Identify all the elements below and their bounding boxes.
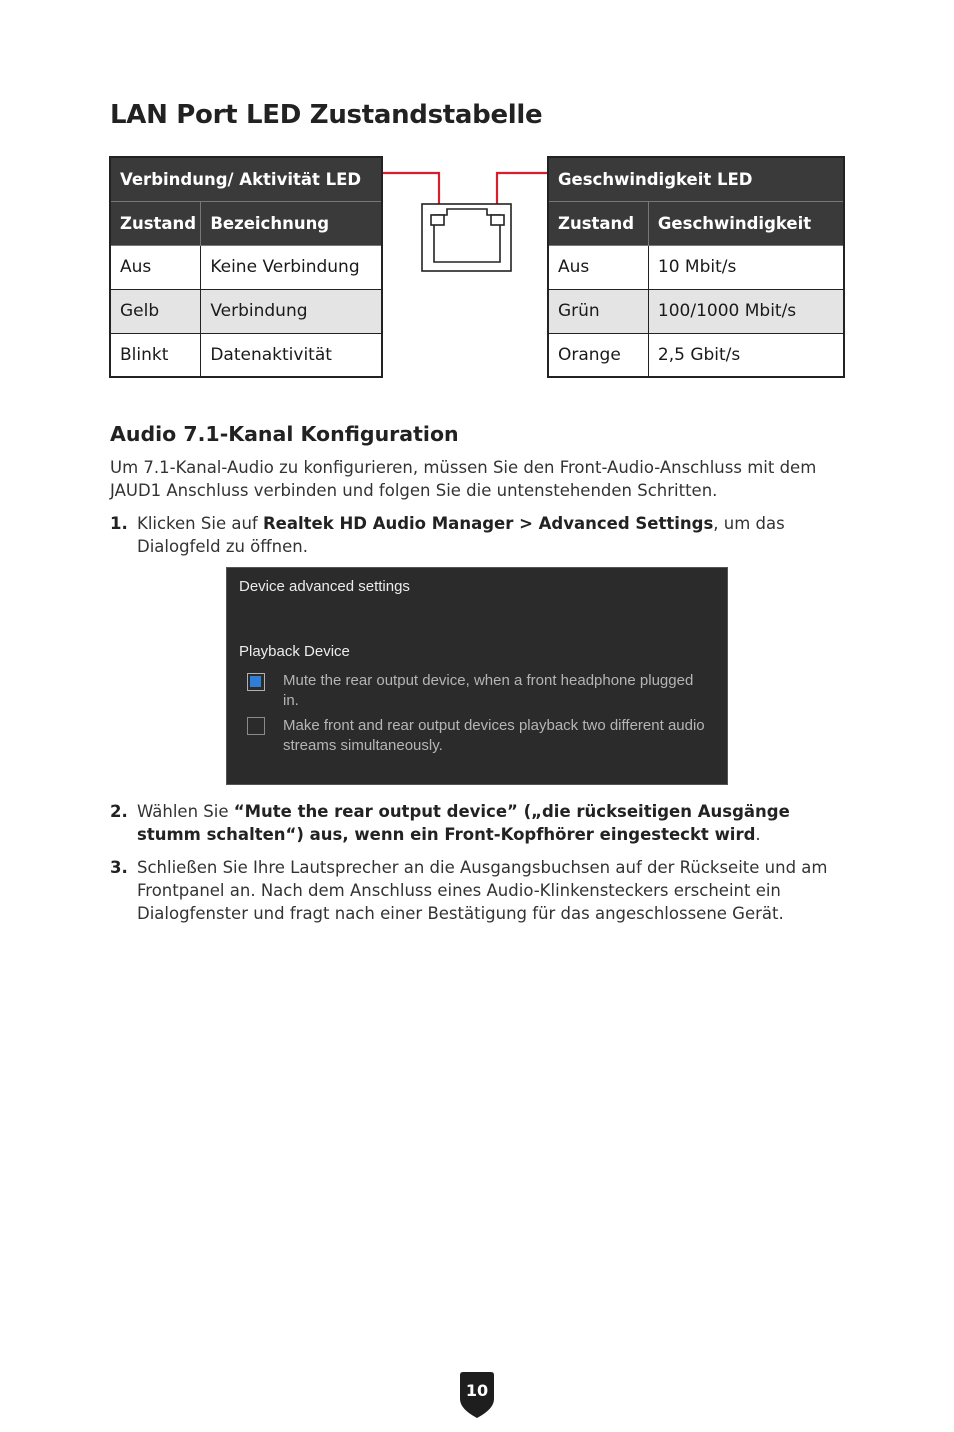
description-cell: Verbindung <box>201 289 382 333</box>
dialog-title: Device advanced settings <box>239 578 410 595</box>
lan-port-icon <box>383 165 547 275</box>
step-number: 3. <box>110 858 128 877</box>
device-advanced-settings-dialog <box>226 567 728 785</box>
dual-stream-checkbox[interactable] <box>247 717 265 735</box>
step-text: Wählen Sie <box>137 802 234 821</box>
table-row <box>110 245 382 289</box>
column-header-speed: Geschwindigkeit <box>648 201 844 245</box>
table-row <box>548 245 844 289</box>
step-emphasis: Realtek HD Audio Manager > Advanced Settings <box>262 514 714 533</box>
step-text: . <box>755 825 761 844</box>
step-text: Klicken Sie auf <box>137 514 263 533</box>
step-1 <box>110 512 850 558</box>
state-cell: Orange <box>548 333 648 377</box>
step-number: 1. <box>110 514 128 533</box>
dialog-section-label: Playback Device <box>239 643 350 660</box>
step-text: Schließen Sie Ihre Lautsprecher an die Ausgangsbuchsen auf der Rückseite und am Frontpanel an. Nach dem Anschluss eines Audio-Klinkensteckers erscheint ein Dialogfenster und fragt nach einer Bestätigung für das angeschlossene Gerät. <box>137 858 828 923</box>
speed-cell: 2,5 Gbit/s <box>648 333 844 377</box>
table-header: Geschwindigkeit LED <box>548 157 844 201</box>
column-header-description: Bezeichnung <box>201 201 382 245</box>
state-cell: Aus <box>548 245 648 289</box>
section-heading: Audio 7.1-Kanal Konfiguration <box>110 422 459 446</box>
state-cell: Gelb <box>110 289 201 333</box>
intro-paragraph: Um 7.1-Kanal-Audio zu konfigurieren, müssen Sie den Front-Audio-Anschluss mit dem JAUD1 Anschluss verbinden und folgen Sie die untenstehenden Schritten. <box>110 458 817 500</box>
table-row <box>110 289 382 333</box>
state-cell: Grün <box>548 289 648 333</box>
page-title: LAN Port LED Zustandstabelle <box>110 100 543 130</box>
mute-rear-option-label[interactable]: Mute the rear output device, when a front headphone plugged in. <box>283 672 694 709</box>
step-2 <box>110 800 850 846</box>
speed-led-table <box>547 156 845 378</box>
link-activity-led-table <box>109 156 383 378</box>
state-cell: Aus <box>110 245 201 289</box>
step-emphasis: “Mute the rear output device” („die rückseitigen Ausgänge stumm schalten“) aus, wenn ein Front-Kopfhörer eingesteckt wird <box>137 802 790 844</box>
column-header-state: Zustand <box>110 201 201 245</box>
table-row <box>110 333 382 377</box>
step-3 <box>110 856 850 925</box>
dual-stream-option-label[interactable]: Make front and rear output devices playback two different audio streams simultaneously. <box>283 717 705 754</box>
description-cell: Datenaktivität <box>201 333 382 377</box>
mute-rear-checkbox[interactable] <box>247 673 265 691</box>
column-header-state: Zustand <box>548 201 648 245</box>
table-row <box>548 289 844 333</box>
description-cell: Keine Verbindung <box>201 245 382 289</box>
table-header: Verbindung/ Aktivität LED <box>110 157 382 201</box>
speed-cell: 10 Mbit/s <box>648 245 844 289</box>
speed-cell: 100/1000 Mbit/s <box>648 289 844 333</box>
state-cell: Blinkt <box>110 333 201 377</box>
page-number: 10 <box>465 1381 489 1400</box>
table-row <box>548 333 844 377</box>
step-text: , um das Dialogfeld zu öffnen. <box>137 514 785 556</box>
step-number: 2. <box>110 802 128 821</box>
checkbox-check <box>250 676 261 687</box>
